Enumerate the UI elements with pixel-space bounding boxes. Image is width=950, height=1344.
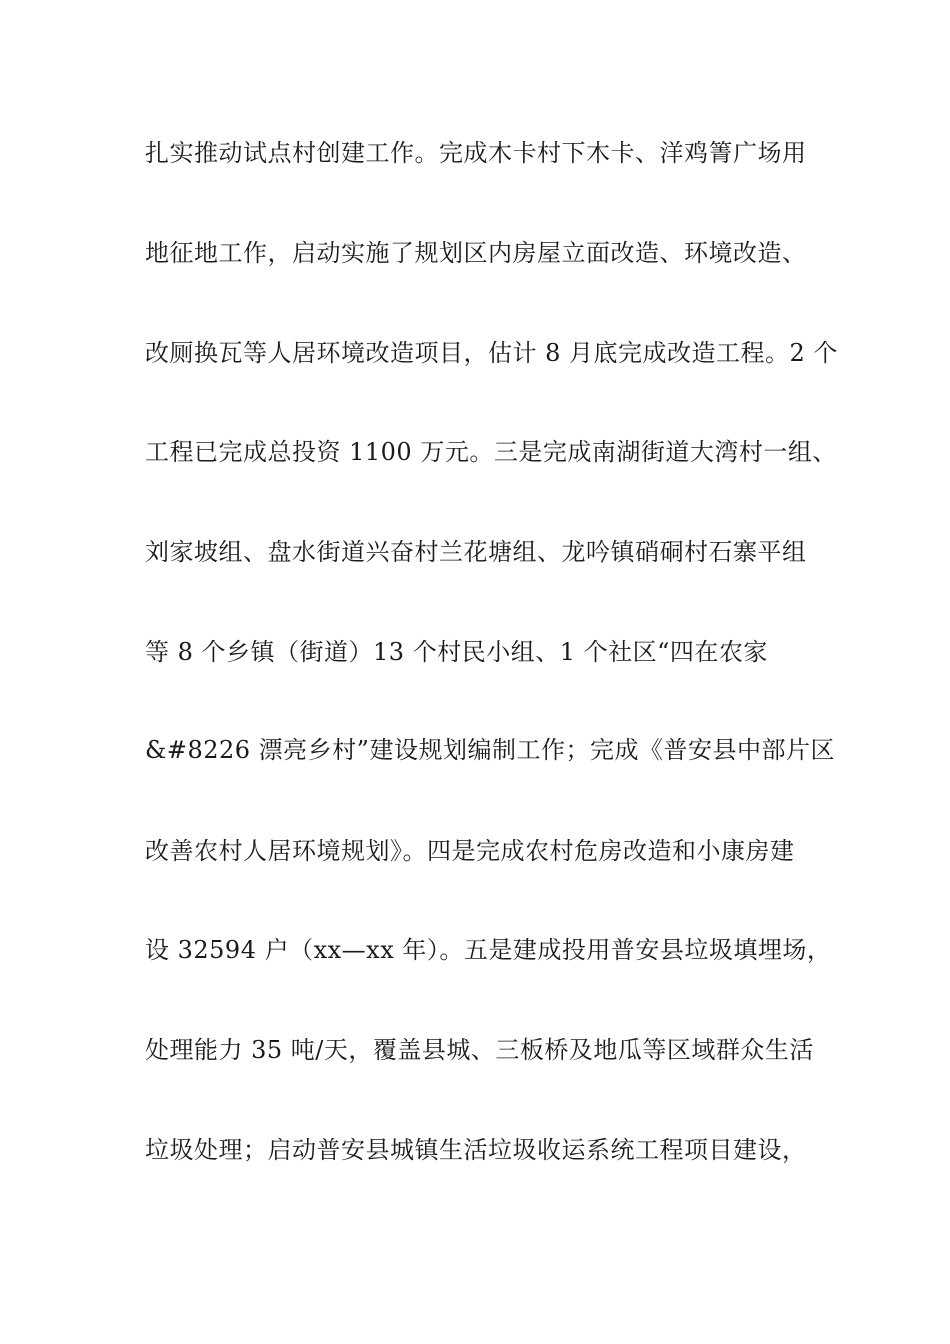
paragraph-line: 垃圾处理；启动普安县城镇生活垃圾收运系统工程项目建设， xyxy=(145,1136,807,1164)
paragraph-line: 地征地工作，启动实施了规划区内房屋立面改造、环境改造、 xyxy=(145,239,807,267)
paragraph-line: 刘家坡组、盘水街道兴奋村兰花塘组、龙吟镇硝硐村石寨平组 xyxy=(145,538,807,566)
paragraph-line: 设 32594 户（xx—xx 年）。五是建成投用普安县垃圾填埋场， xyxy=(145,936,832,964)
paragraph-line: 扎实推动试点村创建工作。完成木卡村下木卡、洋鸡箐广场用 xyxy=(145,139,807,167)
paragraph-line: 改厕换瓦等人居环境改造项目，估计 8 月底完成改造工程。2 个 xyxy=(145,339,838,367)
paragraph-line: 改善农村人居环境规划》。四是完成农村危房改造和小康房建 xyxy=(145,837,795,865)
paragraph-line: 工程已完成总投资 1100 万元。三是完成南湖街道大湾村一组、 xyxy=(145,438,837,466)
paragraph-line: 等 8 个乡镇（街道）13 个村民小组、1 个社区“四在农家 xyxy=(145,638,768,666)
paragraph-line: 处理能力 35 吨/天，覆盖县城、三板桥及地瓜等区域群众生活 xyxy=(145,1036,814,1064)
paragraph-line: &#8226 漂亮乡村”建设规划编制工作；完成《普安县中部片区 xyxy=(145,736,835,764)
